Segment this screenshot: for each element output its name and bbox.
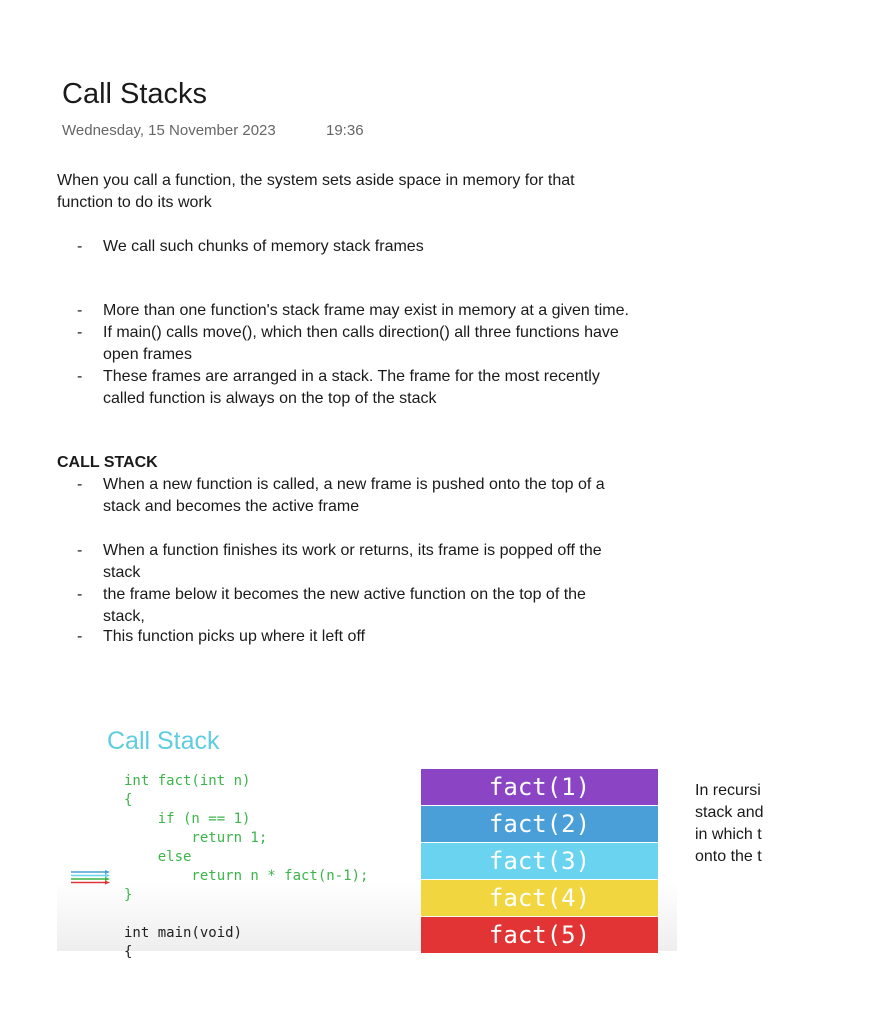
bullet-text: When a function finishes its work or returns, its frame is popped off the (103, 542, 602, 559)
bullet-text: open frames (103, 346, 192, 363)
bullet-text: These frames are arranged in a stack. The frame for the most recently (103, 368, 600, 385)
bullet-dash: - (77, 368, 83, 385)
side-note-line: stack and (695, 804, 764, 821)
code-line: return 1; (124, 830, 268, 846)
bullet-text: If main() calls move(), which then calls direction() all three functions have (103, 324, 619, 341)
code-line: } (124, 887, 133, 903)
code-line: if (n == 1) (124, 811, 251, 827)
stack-frame: fact(5) (421, 917, 658, 953)
bullet-dash: - (77, 628, 83, 645)
page-title: Call Stacks (62, 78, 208, 110)
execution-arrows-icon (71, 870, 111, 886)
code-line: { (124, 944, 133, 960)
bullet-text: We call such chunks of memory stack frames (103, 238, 424, 255)
bullet-text: the frame below it becomes the new active function on the top of the (103, 586, 586, 603)
bullet-text: When a new function is called, a new frame is pushed onto the top of a (103, 476, 605, 493)
bullet-text: called function is always on the top of the stack (103, 390, 437, 407)
call-stack-slide (57, 718, 677, 960)
code-line: int main(void) (124, 925, 243, 941)
code-line: { (124, 792, 133, 808)
bullet-dash: - (77, 586, 83, 603)
arrow-head (105, 870, 110, 874)
side-note (695, 780, 895, 868)
bullet-text: stack, (103, 608, 145, 625)
intro-line: When you call a function, the system sets aside space in memory for that (57, 172, 575, 189)
stack-frame: fact(3) (421, 843, 658, 879)
intro-line: function to do its work (57, 194, 212, 211)
bullet-dash: - (77, 238, 83, 255)
page-date: Wednesday, 15 November 2023 (62, 122, 276, 139)
bullet-dash: - (77, 302, 83, 319)
stack-frame: fact(1) (421, 769, 658, 805)
bullet-text: stack (103, 564, 141, 581)
slide-title: Call Stack (107, 727, 220, 755)
bullet-dash: - (77, 476, 83, 493)
arrow-head (105, 881, 110, 885)
intro-paragraph (57, 170, 697, 214)
page-time: 19:36 (326, 122, 364, 139)
side-note-line: in which t (695, 826, 762, 843)
bullet-dash: - (77, 324, 83, 341)
arrow-head (105, 877, 110, 881)
stack-frame: fact(2) (421, 806, 658, 842)
bullet-dash: - (77, 542, 83, 559)
side-note-line: onto the t (695, 848, 762, 865)
arrow-head (105, 874, 110, 878)
side-note-line: In recursi (695, 782, 761, 799)
bullet-text: More than one function's stack frame may exist in memory at a given time. (103, 302, 629, 319)
code-line: return n * fact(n-1); (124, 868, 369, 884)
bullet-text: This function picks up where it left off (103, 628, 366, 645)
code-line: else (124, 849, 192, 865)
code-line: int fact(int n) (124, 773, 251, 789)
call-stack-heading: CALL STACK (57, 454, 158, 471)
bullet-text: stack and becomes the active frame (103, 498, 360, 515)
stack-frame: fact(4) (421, 880, 658, 916)
